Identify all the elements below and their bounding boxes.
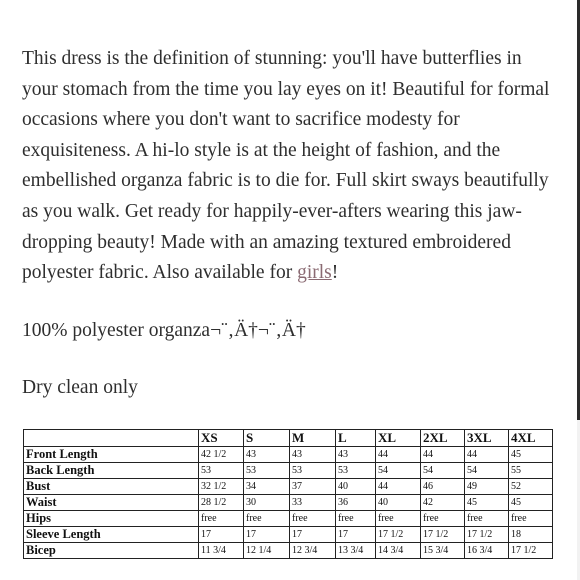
measurement-cell: 17 (199, 527, 244, 543)
size-header-cell: M (290, 430, 336, 447)
size-header-cell: XL (376, 430, 421, 447)
measurement-cell: 33 (290, 495, 336, 511)
measurement-cell: 54 (421, 463, 465, 479)
size-header-cell: 4XL (509, 430, 553, 447)
measurement-cell: 46 (421, 479, 465, 495)
measurement-cell: 40 (376, 495, 421, 511)
measurement-cell: 53 (199, 463, 244, 479)
measurement-cell: 43 (244, 447, 290, 463)
product-description (22, 44, 562, 289)
measurement-cell: 53 (290, 463, 336, 479)
size-header-cell: XS (199, 430, 244, 447)
size-chart-table (23, 429, 553, 559)
material-text: 100% polyester organza¬¨‚Ä†¬¨‚Ä† (22, 320, 306, 341)
size-header-row (24, 430, 553, 447)
measurement-cell: 43 (290, 447, 336, 463)
measurement-cell: 44 (421, 447, 465, 463)
care-instructions: Dry clean only (22, 377, 138, 398)
measurement-cell: 53 (336, 463, 376, 479)
measurement-cell: free (336, 511, 376, 527)
measurement-cell: 13 3/4 (336, 543, 376, 559)
measurement-cell: 36 (336, 495, 376, 511)
measurement-cell: 42 (421, 495, 465, 511)
measurement-cell: 28 1/2 (199, 495, 244, 511)
measurement-cell: 30 (244, 495, 290, 511)
measurement-cell: 43 (336, 447, 376, 463)
table-row (24, 543, 553, 559)
measurement-cell: 32 1/2 (199, 479, 244, 495)
measurement-cell: 49 (465, 479, 509, 495)
measurement-cell: 53 (244, 463, 290, 479)
measurement-cell: 17 1/2 (465, 527, 509, 543)
measurement-cell: free (465, 511, 509, 527)
measurement-cell: 55 (509, 463, 553, 479)
measurement-cell: 15 3/4 (421, 543, 465, 559)
size-header-cell: 2XL (421, 430, 465, 447)
measurement-cell: 12 1/4 (244, 543, 290, 559)
measurement-label: Bicep (24, 543, 199, 559)
measurement-cell: 17 1/2 (421, 527, 465, 543)
measurement-cell: 17 1/2 (376, 527, 421, 543)
measurement-cell: free (509, 511, 553, 527)
measurement-cell: 44 (376, 479, 421, 495)
measurement-cell: free (199, 511, 244, 527)
size-header-cell: S (244, 430, 290, 447)
measurement-cell: 16 3/4 (465, 543, 509, 559)
size-header-cell: 3XL (465, 430, 509, 447)
table-row (24, 479, 553, 495)
description-text: This dress is the definition of stunning: you'll have butterflies in your stomach from the time you lay eyes on it! Beautiful for formal occasions where you don't want to sacrifice modesty for exquisiteness. A hi-lo style is at the height of fashion, and the embellished organza fabric is to die for. Full skirt sways beautifully as you walk. Get ready for happily-ever-afters wearing this jaw-dropping beauty! Made with an amazing textured embroidered polyester fabric. Also available for (22, 48, 550, 284)
measurement-cell: 37 (290, 479, 336, 495)
table-row (24, 495, 553, 511)
measurement-cell: 45 (465, 495, 509, 511)
measurement-label: Sleeve Length (24, 527, 199, 543)
measurement-cell: free (244, 511, 290, 527)
measurement-cell: free (290, 511, 336, 527)
measurement-cell: 44 (376, 447, 421, 463)
measurement-cell: 54 (465, 463, 509, 479)
table-row (24, 527, 553, 543)
measurement-cell: 17 (244, 527, 290, 543)
measurement-cell: 11 3/4 (199, 543, 244, 559)
measurement-cell: 45 (509, 447, 553, 463)
measurement-label: Back Length (24, 463, 199, 479)
table-row (24, 447, 553, 463)
measurement-cell: free (421, 511, 465, 527)
measurement-cell: 17 1/2 (509, 543, 553, 559)
table-row (24, 463, 553, 479)
header-corner-cell (24, 430, 199, 447)
measurement-cell: 42 1/2 (199, 447, 244, 463)
measurement-cell: 18 (509, 527, 553, 543)
measurement-cell: 44 (465, 447, 509, 463)
table-row (24, 511, 553, 527)
measurement-cell: 14 3/4 (376, 543, 421, 559)
measurement-label: Hips (24, 511, 199, 527)
description-suffix: ! (331, 262, 339, 284)
measurement-cell: 34 (244, 479, 290, 495)
measurement-cell: 54 (376, 463, 421, 479)
measurement-cell: 17 (336, 527, 376, 543)
size-header-cell: L (336, 430, 376, 447)
measurement-cell: free (376, 511, 421, 527)
measurement-label: Bust (24, 479, 199, 495)
girls-link[interactable]: girls (297, 262, 332, 284)
measurement-cell: 45 (509, 495, 553, 511)
measurement-label: Front Length (24, 447, 199, 463)
measurement-cell: 12 3/4 (290, 543, 336, 559)
measurement-cell: 52 (509, 479, 553, 495)
measurement-cell: 17 (290, 527, 336, 543)
measurement-label: Waist (24, 495, 199, 511)
measurement-cell: 40 (336, 479, 376, 495)
